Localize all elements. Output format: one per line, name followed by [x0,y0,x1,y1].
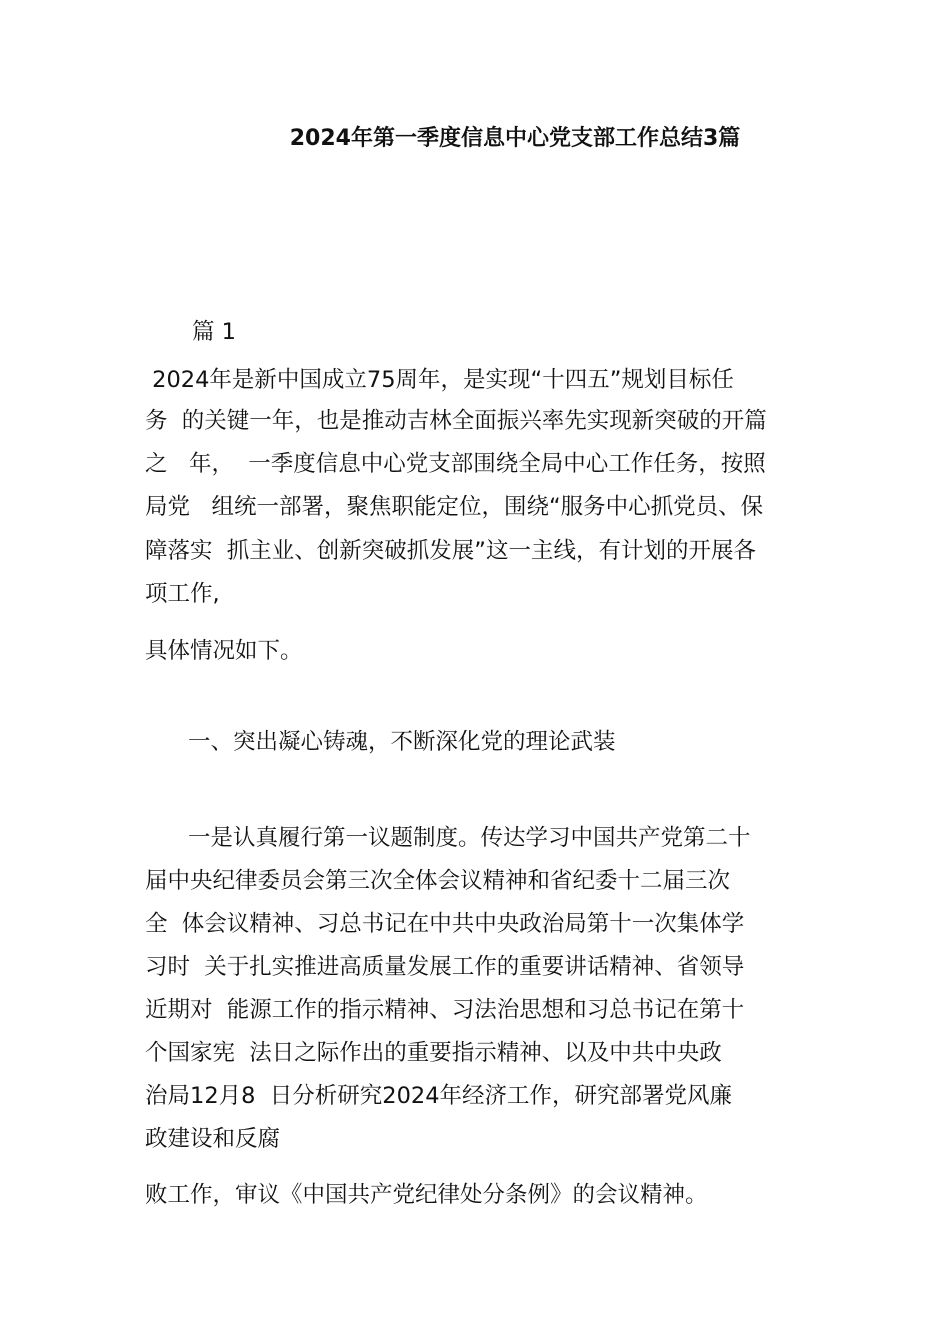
intro-line-6: 项工作, [145,581,220,607]
intro-line-3: 之 年， 一季度信息中心党支部围绕全局中心工作任务，按照 [145,451,766,477]
document-title: 2024年第一季度信息中心党支部工作总结3篇 [289,126,741,151]
intro-line-4: 局党 组统一部署，聚焦职能定位，围绕“服务中心抓党员、保 [145,494,764,520]
para-1-line-6: 个国家宪 法日之际作出的重要指示精神、以及中共中央政 [145,1040,722,1066]
intro-line-1: 2024年是新中国成立75周年，是实现“十四五”规划目标任 [145,367,734,393]
para-1-line-7: 治局12月8 日分析研究2024年经济工作，研究部署党风廉 [145,1083,733,1109]
para-1-line-4: 习时 关于扎实推进高质量发展工作的重要讲话精神、省领导 [145,954,745,980]
para-1-line-1: 一是认真履行第一议题制度。传达学习中国共产党第二十 [188,825,751,851]
para-1-line-8: 政建设和反腐 [145,1126,281,1152]
para-1-line-5: 近期对 能源工作的指示精神、习法治思想和习总书记在第十 [145,997,745,1023]
intro-end-line: 具体情况如下。 [145,638,303,664]
para-1-end-line: 败工作，审议《中国共产党纪律处分条例》的会议精神。 [145,1182,708,1208]
para-1-line-2: 届中央纪律委员会第三次全体会议精神和省纪委十二届三次 [145,868,731,894]
intro-line-5: 障落实 抓主业、创新突破抓发展”这一主线，有计划的开展各 [145,538,756,564]
section-heading-1: 一、突出凝心铸魂，不断深化党的理论武装 [188,729,616,755]
para-1-line-3: 全 体会议精神、习总书记在中共中央政治局第十一次集体学 [145,911,745,937]
section-label: 篇 1 [192,319,236,345]
intro-line-2: 务 的关键一年，也是推动吉林全面振兴率先实现新突破的开篇 [145,408,767,434]
